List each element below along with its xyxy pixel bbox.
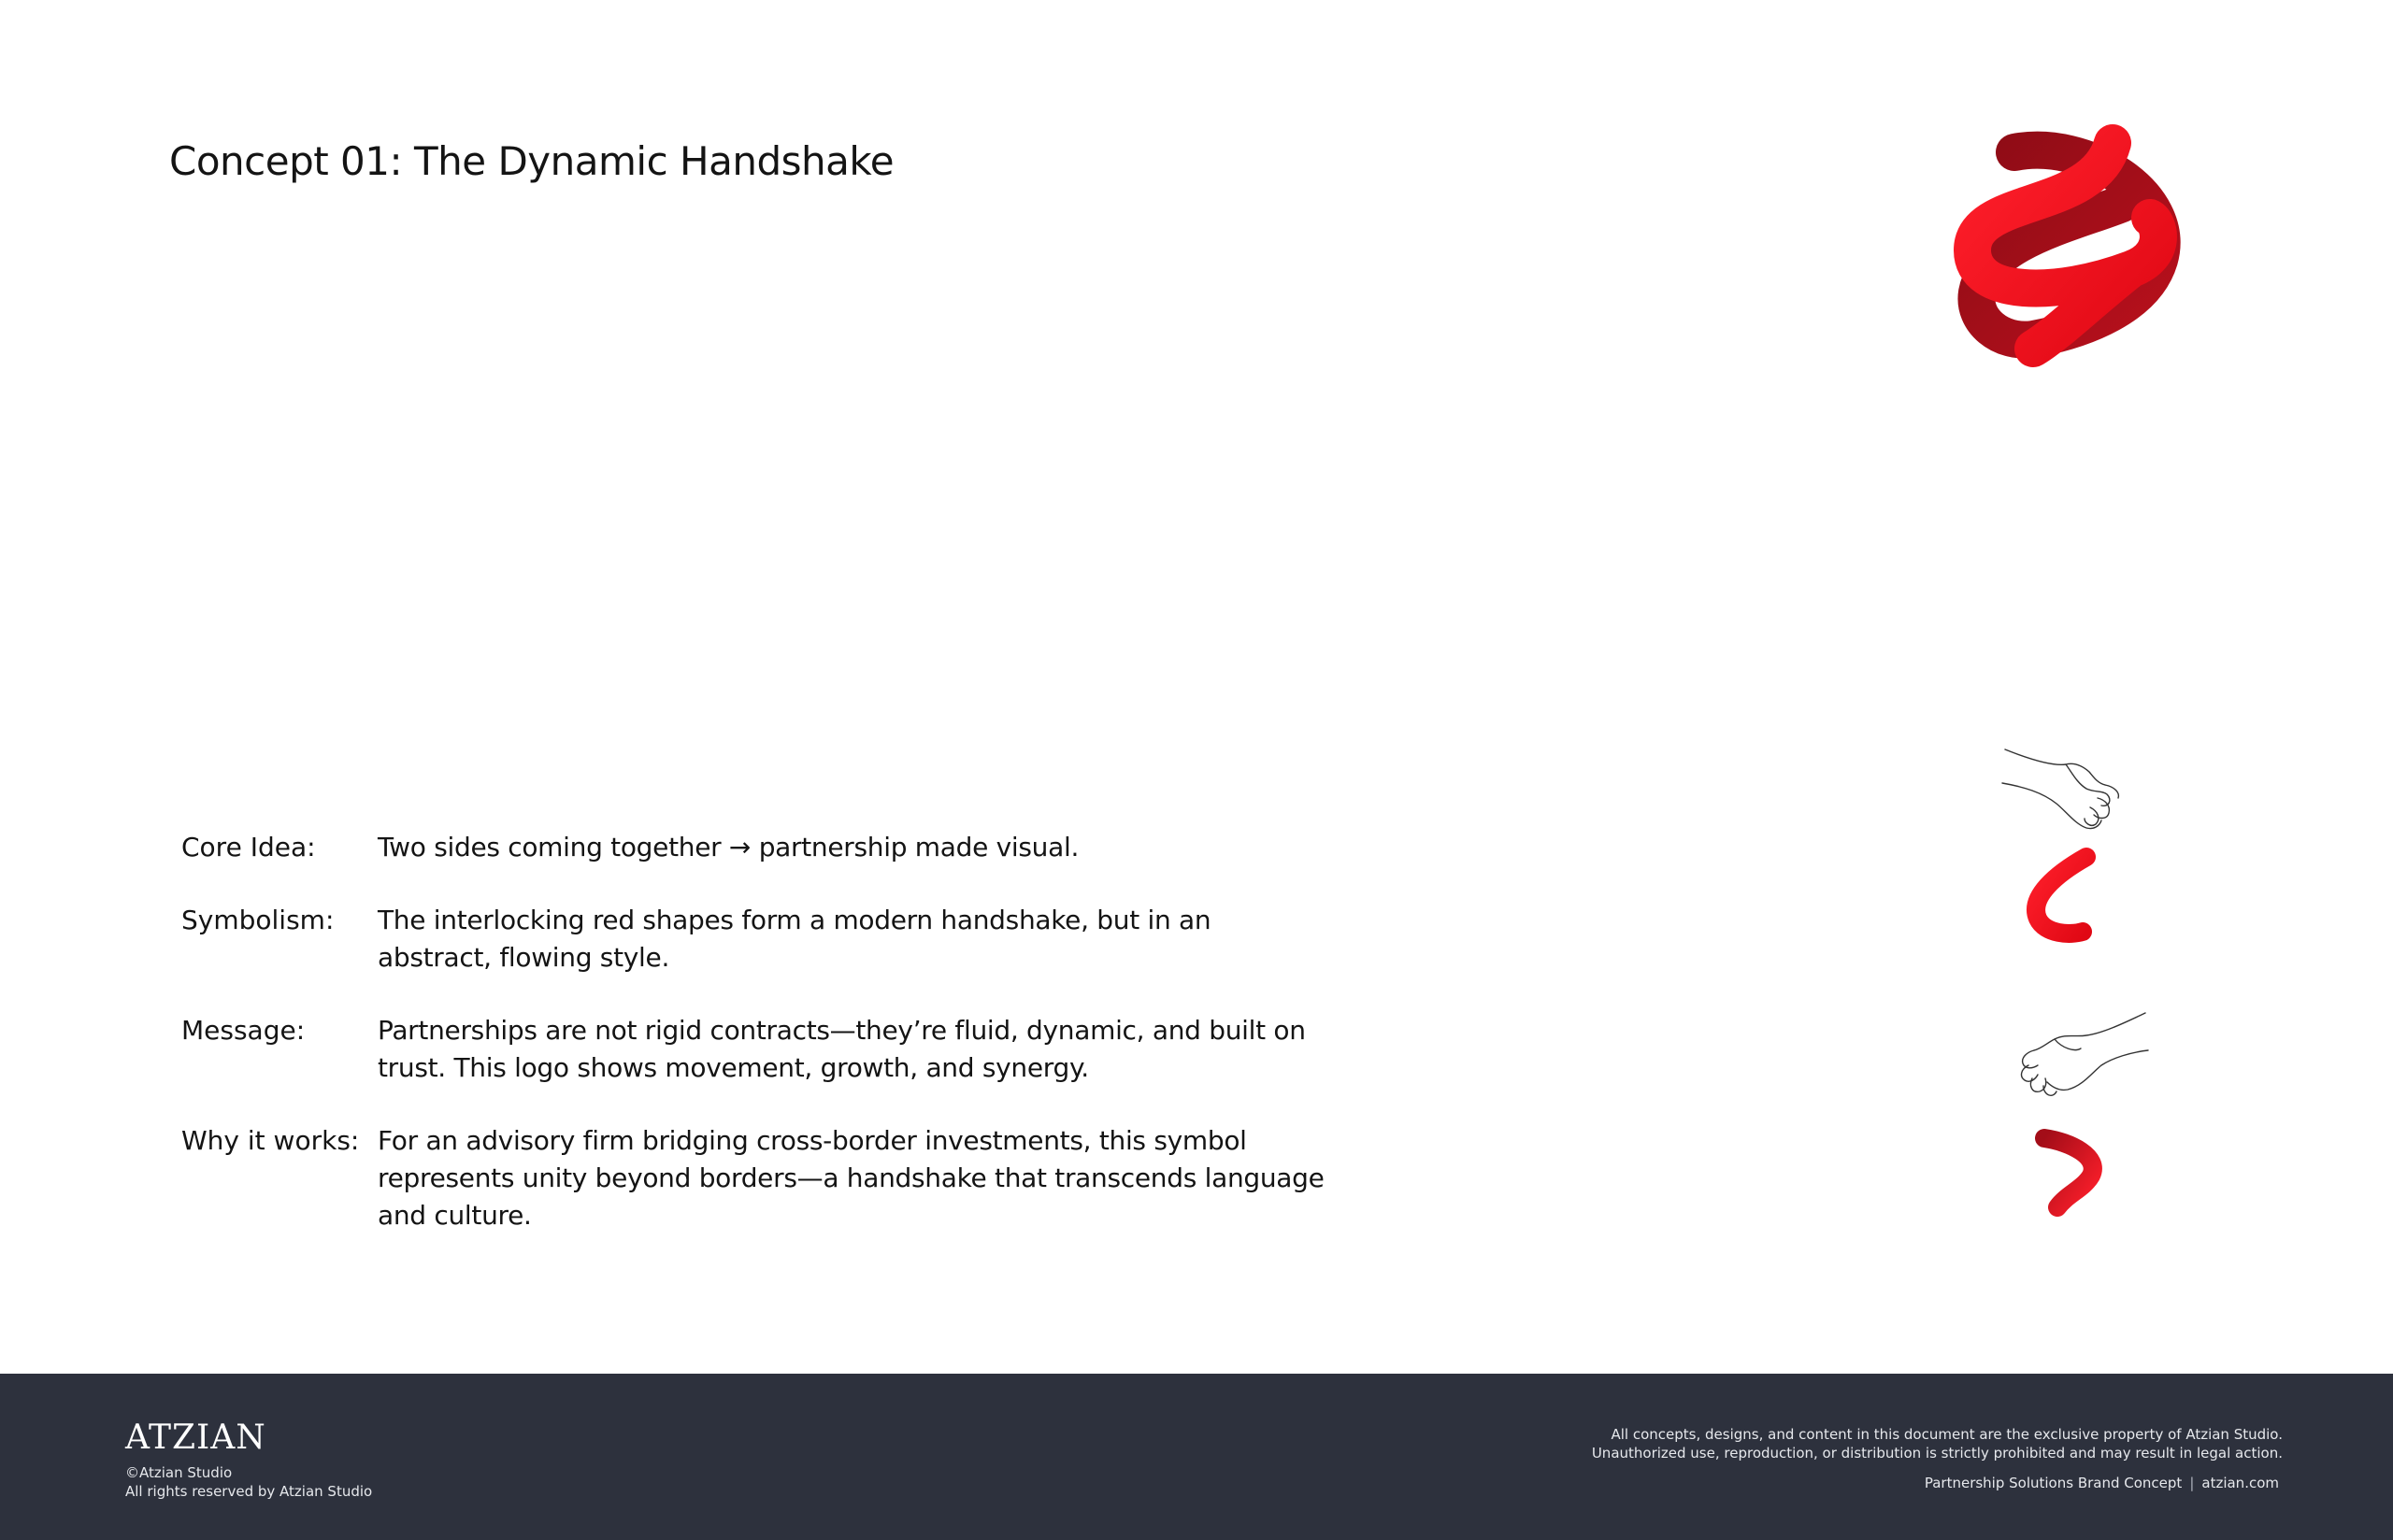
footer	[0, 1374, 2393, 1540]
detail-value: The interlocking red shapes form a modern handshake, but in an abstract, flowing style.	[378, 905, 1211, 973]
detail-label: Symbolism:	[181, 905, 335, 935]
copyright	[125, 1463, 372, 1501]
brand-wordmark: ATZIAN	[125, 1419, 266, 1457]
detail-value: For an advisory firm bridging cross-border investments, this symbol represents unity beyond borders—a handshake that transcends language and culture.	[378, 1125, 1325, 1231]
legal-line: All concepts, designs, and content in this document are the exclusive property of Atzian Studio.	[1611, 1426, 2283, 1443]
detail-label: Message:	[181, 1015, 306, 1046]
detail-value: Partnerships are not rigid contracts—they’re fluid, dynamic, and built on trust. This logo shows movement, growth, and synergy.	[378, 1015, 1306, 1083]
detail-row-message	[181, 1012, 1331, 1087]
detail-label: Why it works:	[181, 1125, 360, 1156]
handshake-left-part-icon	[2019, 846, 2103, 944]
detail-label: Core Idea:	[181, 832, 316, 863]
handshake-logo-icon	[1944, 110, 2197, 381]
detail-row-symbolism	[181, 902, 1331, 977]
detail-row-core-idea	[181, 829, 1331, 866]
copyright-line: ©Atzian Studio	[125, 1464, 233, 1481]
legal-line: Unauthorized use, reproduction, or distribution is strictly prohibited and may result in legal action.	[1591, 1445, 2283, 1462]
website-link[interactable]: atzian.com	[2201, 1475, 2279, 1491]
rights-line: All rights reserved by Atzian Studio	[125, 1483, 373, 1500]
handshake-right-part-icon	[2033, 1121, 2117, 1219]
legal-notice	[1592, 1425, 2283, 1462]
concept-name: Partnership Solutions Brand Concept	[1924, 1475, 2183, 1491]
hand-sketch-icon	[2000, 1011, 2150, 1105]
detail-value: Two sides coming together → partnership made visual.	[378, 832, 1080, 863]
footer-links	[1925, 1475, 2279, 1491]
concept-details	[181, 829, 1331, 1270]
detail-row-why-it-works	[181, 1122, 1331, 1234]
separator: |	[2189, 1475, 2195, 1491]
hand-sketch-icon	[2000, 746, 2141, 839]
page-title: Concept 01: The Dynamic Handshake	[169, 138, 895, 184]
